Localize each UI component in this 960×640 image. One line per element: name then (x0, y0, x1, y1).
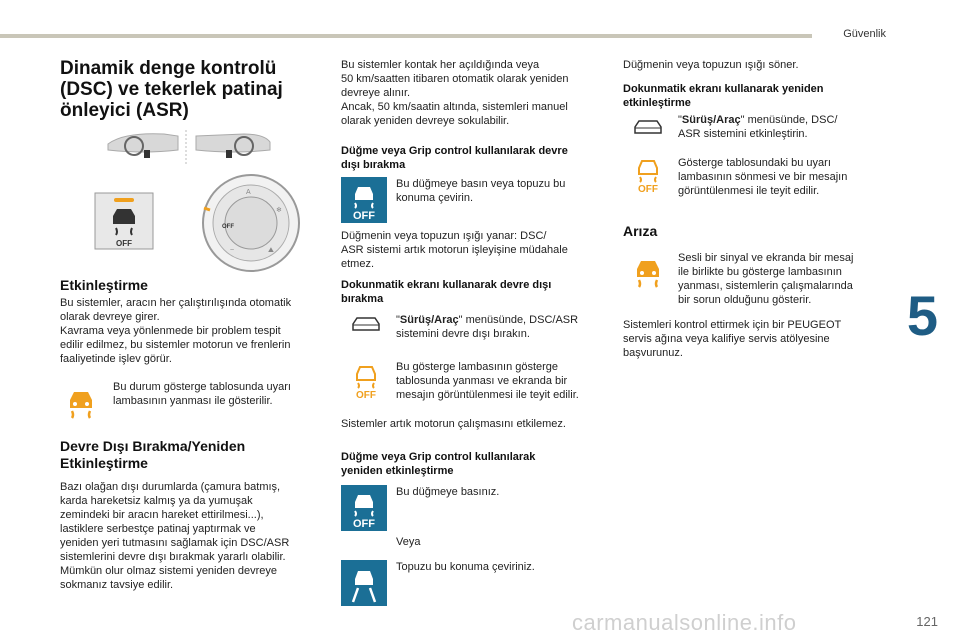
press-button-text: Bu düğmeye basınız. (396, 486, 500, 498)
warning-note: Bu durum gösterge tablosunda uyarı lambasının yanması ile gösterilir. (113, 381, 291, 407)
page-title: Dinamik denge kontrolü (DSC) ve tekerlek patinaj önleyici (ASR) (60, 58, 283, 121)
dsc-off-button-icon (341, 177, 387, 223)
or-text: Veya (396, 536, 421, 548)
svg-text:OFF: OFF (638, 184, 658, 193)
svg-text:OFF: OFF (353, 210, 375, 222)
touch-off-heading: Dokunmatik ekranı kullanarak devre dışı bırakma (341, 279, 552, 305)
turn-knob-text: Topuzu bu konuma çeviriniz. (396, 561, 535, 573)
chapter-tab-number: 5 (906, 284, 938, 347)
svg-text:OFF: OFF (356, 390, 376, 399)
svg-text:A: A (246, 189, 251, 196)
fault-heading: Arıza (623, 223, 658, 239)
touch-on-heading: Dokunmatik ekranı kullanarak yeniden etkinleştirme (623, 83, 824, 109)
header-rule (0, 34, 812, 38)
dsc-warning-lamp-icon (64, 386, 98, 420)
section-title: Güvenlik (843, 28, 886, 40)
car-menu-icon-reactivate (632, 118, 664, 136)
intro-text: Bu sistemler kontak her açıldığında veya 50 km/saatten itibaren otomatik olarak yeniden devreye alınır. Ancak, 50 km/saatin altında, sistemleri manuel olarak yeniden devreye sokulabilir. (341, 59, 569, 127)
grip-off-heading: Düğme veya Grip control kullanılarak devre dışı bırakma (341, 145, 568, 171)
car-menu-icon (350, 315, 382, 333)
activation-heading: Etkinleştirme (60, 277, 148, 293)
grip-standard-mode-icon (341, 560, 387, 606)
svg-text:⛰: ⛰ (268, 247, 274, 254)
svg-text:OFF: OFF (222, 224, 234, 230)
dsc-off-button-illustration (94, 192, 154, 250)
dsc-off-lamp-icon-2 (631, 157, 665, 193)
svg-text:OFF: OFF (353, 518, 375, 530)
watermark: carmanualsonline.info (572, 610, 797, 635)
touch-on-menu: "Sürüş/Araç" menüsünde, DSC/ ASR sistemini etkinleştirin. (678, 114, 838, 140)
grip-on-heading: Düğme veya Grip control kullanılarak yeniden etkinleştirme (341, 451, 536, 477)
fault-text: Sesli bir sinyal ve ekranda bir mesaj ile birlikte bu gösterge lambasının yanması, sistemlerin çalışmalarında bir sorun olduğunu gösterir. (678, 252, 854, 306)
light-on-text: Düğmenin veya topuzun ışığı yanar: DSC/ ASR sistemi artık motorun işleyişine müdahale etmez. (341, 230, 568, 270)
svg-text:OFF: OFF (116, 239, 132, 248)
activation-text: Bu sistemler, aracın her çalıştırılışında otomatik olarak devreye girer. Kavrama veya yönlenmede bir problem tespit edilir edilmez, bu sistemler motorun ve frenlerin faaliyetinde işlev görür. (60, 297, 292, 365)
deactivation-heading: Devre Dışı Bırakma/Yeniden Etkinleştirme (60, 438, 246, 471)
svg-text:❄: ❄ (276, 207, 282, 214)
touch-on-lamp-text: Gösterge tablosundaki bu uyarı lambasının sönmesi ve bir mesajın görüntülenmesi ile teyit edilir. (678, 157, 848, 197)
fault-warning-lamp-icon (631, 255, 665, 291)
grip-control-knob-illustration (200, 172, 302, 274)
no-effect-text: Sistemler artık motorun çalışmasını etkilemez. (341, 418, 566, 430)
touch-off-lamp-text: Bu gösterge lambasının gösterge tablosunda yanması ve ekranda bir mesajın görüntülenmesi ile teyit edilir. (396, 361, 579, 401)
light-off-text: Düğmenin veya topuzun ışığı söner. (623, 59, 799, 71)
dsc-off-button-icon-reactivate (341, 485, 387, 531)
dashboard-illustration (104, 128, 274, 168)
page-number: 121 (916, 614, 938, 629)
dsc-off-lamp-icon (349, 363, 383, 399)
deactivation-text: Bazı olağan dışı durumlarda (çamura batmış, karda hareketsiz kalmış ya da yumuşak zemindeki bir aracın hareket ettirilmesi...), lastiklere serbestçe patinaj yaptırmak ve yeniden yeri tutmasını sağlamak için DSC/ASR sistemlerini devre dışı bırakmak yararlı olabilir. Mümkün olur olmaz sistemi yeniden devreye sokmanız tavsiye edilir. (60, 481, 290, 591)
touch-off-menu: "Sürüş/Araç" menüsünde, DSC/ASR sistemini devre dışı bırakın. (396, 314, 579, 340)
grip-off-step: Bu düğmeye basın veya topuzu bu konuma çevirin. (396, 178, 566, 204)
svg-text:~: ~ (230, 247, 235, 254)
service-text: Sistemleri kontrol ettirmek için bir PEUGEOT servis ağına veya kalifiye servis atölyesine başvurunuz. (623, 319, 842, 359)
